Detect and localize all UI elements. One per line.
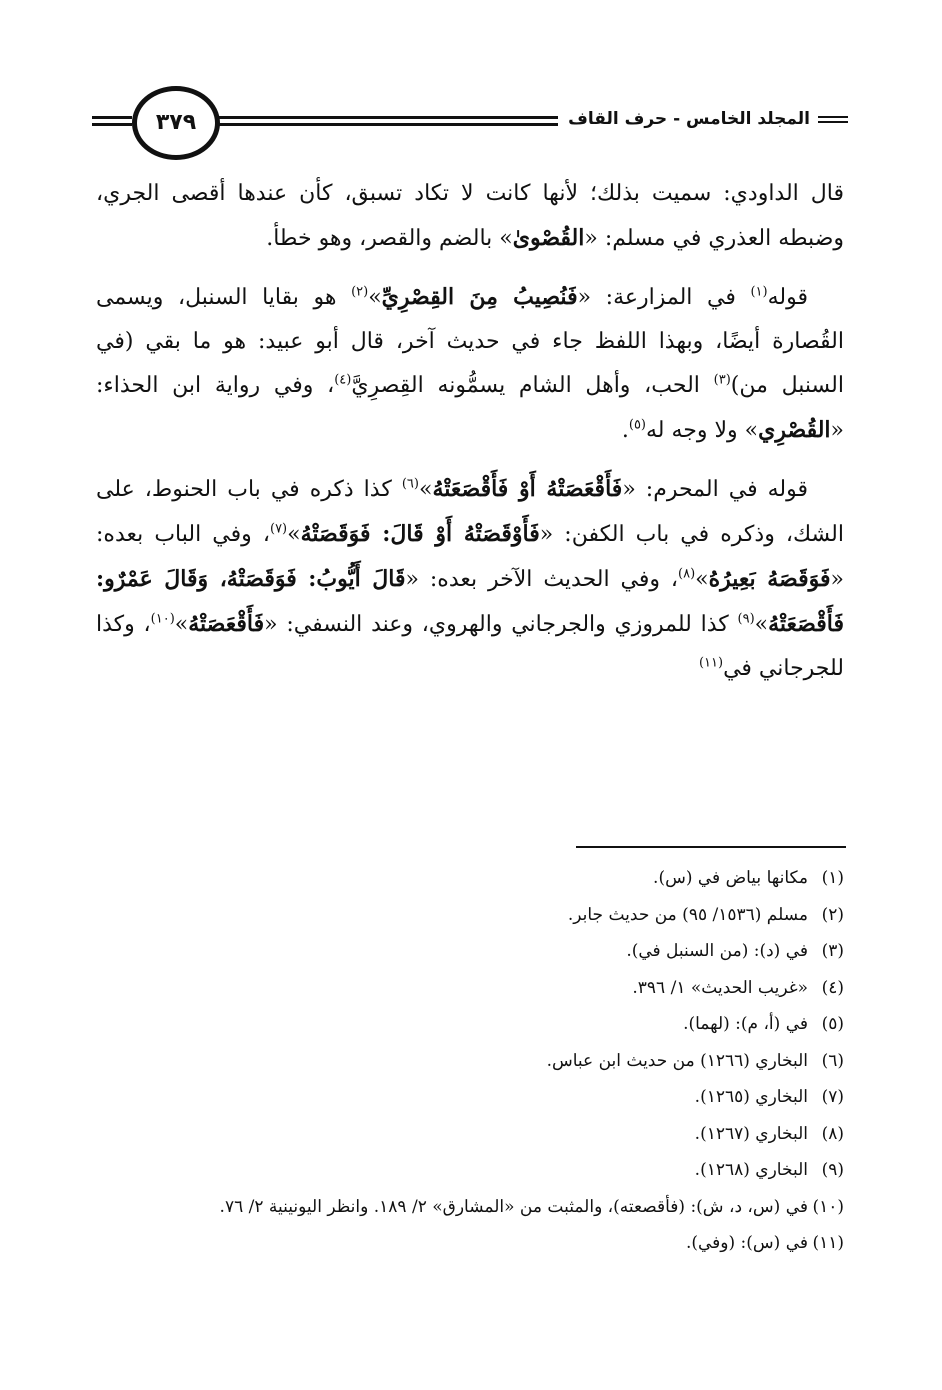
header-rule-left (92, 123, 132, 126)
footnote-ref: (٨) (678, 566, 696, 582)
footnote-text: البخاري (١٢٦٨). (694, 1160, 808, 1180)
text-run: كذا ذكره في باب الحنوط، على الشك، وذكره في باب الكفن: « (96, 477, 845, 547)
text-run: قوله في المحرم: « (622, 477, 808, 502)
footnote-ref: (٩) (737, 611, 755, 627)
footnote-number: (٧) (821, 1087, 844, 1107)
footnote-text: البخاري (١٢٦٥). (694, 1087, 808, 1107)
text-run: » بالضم والقصر، وهو خطأ. (266, 226, 513, 251)
quoted-hadith: فَوَقَصَهُ بَعِيرُهُ (708, 566, 831, 592)
footnote-number: (٢) (821, 904, 844, 925)
header-rule-left (92, 116, 132, 119)
text-run: » (754, 612, 769, 637)
footnote-text: «غريب الحديث» ١/ ٣٩٦. (632, 977, 808, 998)
quoted-hadith: فَأَقْعَصَتْهُ (188, 611, 265, 637)
footnote-text: مسلم (١٥٣٦/ ٩٥) من حديث جابر. (567, 904, 808, 925)
text-run: قوله (767, 285, 808, 310)
text-run: ، وفي الحديث الآخر بعده: « (405, 567, 679, 592)
text-run: الحب، وأهل الشام يسمُّونه القِصرِيَّ (351, 373, 714, 398)
footnote-number: (٦) (821, 1050, 844, 1071)
text-run: ، وكذا للجرجاني في (96, 612, 844, 681)
footnote-ref: (١١) (698, 655, 724, 671)
footnote-ref: (٧) (269, 521, 288, 537)
running-title (558, 104, 848, 134)
footnote-ref: (٦) (401, 476, 419, 492)
quoted-word: القُصْوىٰ (512, 225, 585, 251)
footnote-ref: (٥) (628, 417, 646, 433)
paragraph-2 (96, 275, 844, 453)
main-text (96, 172, 844, 705)
page-header (92, 86, 848, 162)
footnote-item (96, 1116, 844, 1153)
footnote-text: البخاري (١٢٦٦) من حديث ابن عباس. (546, 1050, 808, 1071)
footnote-ref: (١) (750, 284, 768, 300)
footnote-item (96, 933, 844, 970)
text-run: في المزارعة: « (577, 285, 751, 310)
footnote-ref: (١٠) (150, 611, 175, 627)
footnote-item (96, 1225, 844, 1262)
text-run: قال الداودي: سميت بذلك؛ لأنها كانت لا تكاد تسبق، كأن عندها أقصى الجري، وضبطه العذري في مسلم: « (96, 181, 844, 251)
footnote-text: البخاري (١٢٦٧). (694, 1123, 808, 1144)
text-run: » (287, 522, 301, 547)
quoted-hadith: فَنُصِيبُ مِنَ القِصْرِيِّ (381, 284, 578, 310)
footnote-item (96, 860, 844, 897)
paragraph-3 (96, 467, 844, 691)
text-run: » (368, 285, 382, 310)
footnote-number: (٣) (821, 941, 844, 961)
footnote-ref: (٣) (713, 372, 731, 388)
text-run: » ولا وجه له (646, 418, 759, 443)
footnote-item (96, 1189, 844, 1226)
footnote-separator (576, 846, 846, 848)
footnote-ref: (٢) (351, 284, 369, 300)
footnote-text: في (د): (من السنبل في). (626, 941, 808, 961)
text-run: » (695, 567, 709, 592)
text-run: » (418, 477, 433, 502)
text-run: ، وفي رواية ابن الحذاء: « (96, 373, 844, 443)
footnote-text: في (أ، م): (لهما). (683, 1014, 808, 1034)
quoted-hadith: فَأَقْعَصَتْهُ أَوْ فَأَقْصَعَتْهُ (432, 476, 623, 502)
quoted-word: القُصْرِي (758, 417, 831, 443)
page-number: ٣٧٩ (132, 86, 220, 160)
footnote-number: (١) (821, 868, 844, 888)
footnote-number: (١٠) (812, 1196, 844, 1217)
text-run: ، وفي الباب بعده: « (96, 522, 844, 592)
running-title-text: المجلد الخامس - حرف القاف (568, 109, 810, 129)
footnote-number: (٤) (821, 977, 844, 998)
footnote-number: (٩) (821, 1160, 844, 1180)
footnote-number: (٨) (821, 1123, 844, 1144)
footnote-number: (٥) (821, 1014, 844, 1034)
text-run: هو بقايا السنبل، ويسمى القُصارة أيضًا، وبهذا اللفظ جاء في حديث آخر، قال أبو عبيد: هو ما بقي (في السنبل من) (96, 285, 844, 398)
footnote-item (96, 1079, 844, 1116)
footnote-text: في (س): (وفي). (685, 1233, 808, 1253)
footnote-ref: (٤) (334, 372, 352, 388)
text-run: » (174, 612, 189, 637)
quoted-hadith: قَالَ أَيُّوبُ: فَوَقَصَتْهُ، وَقَالَ عَمْرٌو: فَأَقْصَعَتْهُ (96, 566, 844, 637)
quoted-hadith: فَأَوْقَصَتْهُ أَوْ قَالَ: فَوَقَصَتْهُ (300, 521, 540, 547)
text-run: كذا للمروزي والجرجاني والهروي، وعند النسفي: « (264, 612, 738, 637)
footnote-item (96, 970, 844, 1007)
footnote-item (96, 1043, 844, 1080)
title-ornament (818, 116, 848, 123)
footnote-number: (١١) (812, 1233, 844, 1253)
footnote-item (96, 1006, 844, 1043)
footnote-text: في (س، د، ش): (فأقصعته)، والمثبت من «المشارق» ٢/ ١٨٩. وانظر اليونينية ٢/ ٧٦. (219, 1196, 808, 1217)
footnote-item (96, 897, 844, 934)
footnote-text: مكانها بياض في (س). (653, 868, 808, 888)
footnote-item (96, 1152, 844, 1189)
paragraph-1 (96, 172, 844, 261)
text-run: . (621, 418, 629, 443)
footnotes (96, 860, 844, 1262)
